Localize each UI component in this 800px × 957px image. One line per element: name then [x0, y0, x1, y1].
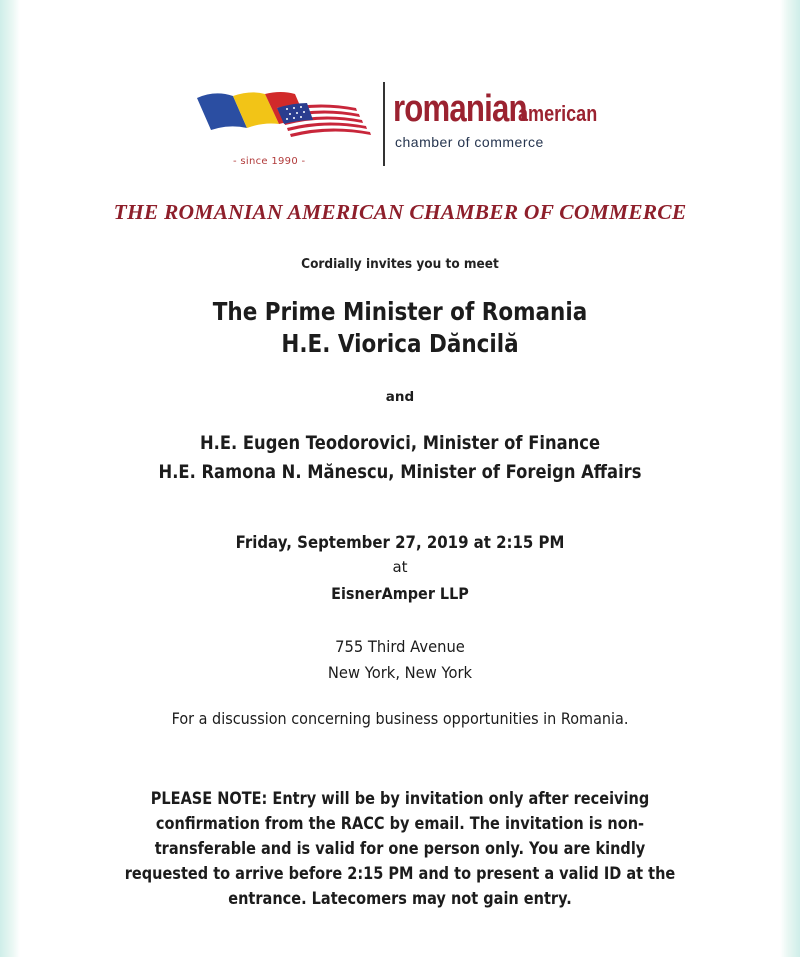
note-line: requested to arrive before 2:15 PM and to present a valid ID at the: [124, 864, 676, 883]
logo-divider: [383, 82, 385, 166]
brand-main: romanian: [393, 88, 527, 130]
note-line: entrance. Latecomers may not gain entry.: [228, 889, 572, 908]
guest-title: The Prime Minister of Romania: [212, 297, 588, 326]
brand-subtitle: chamber of commerce: [395, 134, 544, 150]
flags-icon: [195, 84, 375, 146]
guest-name: H.E. Viorica Dăncilă: [281, 329, 519, 358]
minister-finance: H.E. Eugen Teodorovici, Minister of Finance: [199, 432, 601, 454]
purpose-text: For a discussion concerning business opportunities in Romania.: [171, 709, 629, 728]
minister-foreign-affairs: H.E. Ramona N. Mănescu, Minister of Foreign Affairs: [158, 461, 642, 483]
address-line-1: 755 Third Avenue: [335, 637, 465, 656]
us-flag-icon: [277, 102, 373, 140]
event-date-time: Friday, September 27, 2019 at 2:15 PM: [235, 533, 565, 553]
organization-heading: THE ROMANIAN AMERICAN CHAMBER OF COMMERCE: [113, 200, 687, 224]
address-line-2: New York, New York: [327, 663, 473, 682]
since-label: - since 1990 -: [233, 156, 306, 167]
note-line: confirmation from the RACC by email. The invitation is non-: [155, 814, 645, 833]
venue-address: [32, 634, 768, 686]
note-line: transferable and is valid for one person only. You are kindly: [154, 839, 646, 858]
note-line: PLEASE NOTE: Entry will be by invitation only after receiving: [150, 789, 650, 808]
guest-block: [56, 296, 744, 360]
ministers-block: [56, 429, 744, 487]
racc-logo: [195, 78, 635, 178]
venue-name: EisnerAmper LLP: [331, 584, 469, 603]
conjunction-text: and: [385, 389, 415, 405]
brand-secondary: american: [518, 101, 598, 126]
please-note: [48, 786, 752, 911]
brand-wordmark: [393, 88, 615, 131]
at-text: at: [392, 558, 408, 576]
intro-text: Cordially invites you to meet: [301, 256, 499, 272]
